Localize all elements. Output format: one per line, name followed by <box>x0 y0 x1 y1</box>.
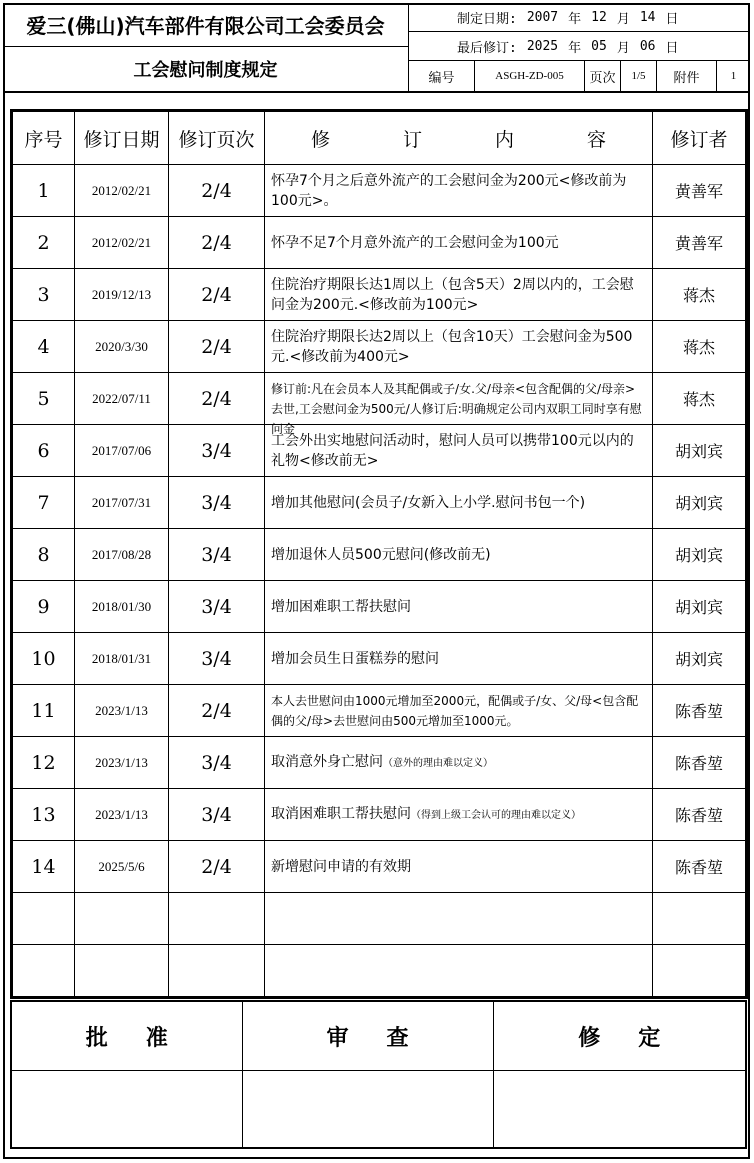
row-number: 4 <box>12 321 75 373</box>
content-text: 本人去世慰问由1000元增加至2000元，配偶或子/女、父/母<包含配偶的父/母>去世慰问由500元增加至1000元。 <box>271 693 639 728</box>
row-number: 10 <box>12 633 75 685</box>
col-header-no: 序号 <box>12 111 75 165</box>
revision-content <box>265 321 653 373</box>
revision-page: 2/4 <box>169 321 265 373</box>
table-header-row <box>12 111 747 165</box>
col-header-date: 修订日期 <box>75 111 169 165</box>
revision-date: 2025/5/6 <box>75 841 169 893</box>
table-row <box>12 581 747 633</box>
content-text: 增加困难职工帮扶慰问 <box>271 598 411 615</box>
revision-content-text <box>271 649 646 669</box>
empty-cell <box>265 893 653 945</box>
revision-content <box>265 269 653 321</box>
signoff-header-row <box>11 1001 746 1071</box>
table-row <box>12 789 747 841</box>
revision-date: 2020/3/30 <box>75 321 169 373</box>
revision-content <box>265 165 653 217</box>
revision-date: 2017/08/28 <box>75 529 169 581</box>
revision-content <box>265 373 653 436</box>
content-text: 增加其他慰问(会员子/女新入上小学.慰问书包一个) <box>271 494 586 511</box>
revise-heading: 修定 <box>493 1001 746 1071</box>
revision-content <box>265 789 653 841</box>
row-number: 2 <box>12 217 75 269</box>
col-header-content: 修 订 内 容 <box>265 111 653 165</box>
empty-cell <box>653 893 747 945</box>
table-row <box>12 165 747 217</box>
reviser-name: 陈香堃 <box>653 685 747 737</box>
content-text: 修订前:凡在会员本人及其配偶或子/女.父/母亲<包含配偶的父/母亲>去世,工会慰问金为500元/人修订后:明确规定公司内双职工同时享有慰问金 <box>271 381 642 436</box>
header-divider <box>3 91 750 93</box>
revision-content <box>265 685 653 737</box>
revision-content-text <box>271 857 646 877</box>
revision-content-text <box>271 275 646 315</box>
revise-signature-cell <box>493 1071 746 1149</box>
signoff-signature-row <box>11 1071 746 1149</box>
revision-content-text <box>271 171 646 211</box>
reviser-name: 黄善军 <box>653 217 747 269</box>
table-row <box>12 217 747 269</box>
page-number: 1/5 <box>621 61 657 91</box>
revision-page: 3/4 <box>169 789 265 841</box>
row-number: 13 <box>12 789 75 841</box>
row-number: 6 <box>12 425 75 477</box>
revision-content <box>265 217 653 269</box>
document-header <box>3 3 750 91</box>
revision-page: 3/4 <box>169 633 265 685</box>
revision-date: 2017/07/31 <box>75 477 169 529</box>
empty-cell <box>169 945 265 998</box>
reviser-name: 蒋杰 <box>653 269 747 321</box>
content-text: 取消困难职工帮扶慰问 <box>271 805 411 822</box>
revision-page: 2/4 <box>169 217 265 269</box>
revision-content <box>265 581 653 633</box>
page-label: 页次 <box>585 61 621 91</box>
revision-page: 2/4 <box>169 685 265 737</box>
revision-content <box>265 841 653 893</box>
empty-cell <box>169 893 265 945</box>
revision-date: 2018/01/31 <box>75 633 169 685</box>
revision-content-text <box>271 431 646 471</box>
approve-heading: 批准 <box>11 1001 242 1071</box>
row-number: 12 <box>12 737 75 789</box>
revision-date: 2023/1/13 <box>75 789 169 841</box>
revision-content <box>265 529 653 581</box>
revision-content <box>265 633 653 685</box>
content-text: 怀孕7个月之后意外流产的工会慰问金为200元<修改前为100元>。 <box>271 172 627 209</box>
revision-content-text <box>271 545 646 565</box>
revision-page: 3/4 <box>169 581 265 633</box>
table-row <box>12 477 747 529</box>
empty-cell <box>265 945 653 998</box>
empty-cell <box>12 893 75 945</box>
col-header-page: 修订页次 <box>169 111 265 165</box>
row-number: 5 <box>12 373 75 425</box>
revision-date: 2017/07/06 <box>75 425 169 477</box>
reviser-name: 胡刘宾 <box>653 581 747 633</box>
revision-content-text <box>271 233 646 253</box>
document-title: 工会慰问制度规定 <box>133 60 278 81</box>
row-number: 9 <box>12 581 75 633</box>
reviser-name: 陈香堃 <box>653 841 747 893</box>
row-number: 3 <box>12 269 75 321</box>
row-number: 11 <box>12 685 75 737</box>
reviser-name: 蒋杰 <box>653 321 747 373</box>
table-row <box>12 269 747 321</box>
reviser-name: 胡刘宾 <box>653 529 747 581</box>
row-number: 8 <box>12 529 75 581</box>
signoff-table <box>10 1000 747 1149</box>
table-row <box>12 633 747 685</box>
revision-page: 3/4 <box>169 529 265 581</box>
revision-content-text <box>271 327 646 367</box>
revision-content <box>265 737 653 789</box>
review-signature-cell <box>242 1071 493 1149</box>
review-heading: 审查 <box>242 1001 493 1071</box>
row-number: 7 <box>12 477 75 529</box>
table-row <box>12 841 747 893</box>
revision-page: 2/4 <box>169 373 265 425</box>
revision-date: 2019/12/13 <box>75 269 169 321</box>
revision-page: 2/4 <box>169 841 265 893</box>
revision-table <box>10 109 748 999</box>
reviser-name: 陈香堃 <box>653 789 747 841</box>
content-note: （得到上级工会认可的理由难以定义） <box>411 809 581 821</box>
empty-cell <box>75 893 169 945</box>
row-number: 14 <box>12 841 75 893</box>
revision-date: 2023/1/13 <box>75 737 169 789</box>
revision-page: 3/4 <box>169 737 265 789</box>
attachment-label: 附件 <box>657 61 717 91</box>
revision-date: 2012/02/21 <box>75 217 169 269</box>
empty-cell <box>12 945 75 998</box>
reviser-name: 胡刘宾 <box>653 477 747 529</box>
content-text: 新增慰问申请的有效期 <box>271 858 411 875</box>
table-row <box>12 321 747 373</box>
row-number: 1 <box>12 165 75 217</box>
content-text: 取消意外身亡慰问 <box>271 753 383 770</box>
reviser-name: 胡刘宾 <box>653 425 747 477</box>
revision-content-text <box>271 691 646 731</box>
last-revised-date: 最后修订: 2025 年 05 月 06 日 <box>409 32 750 61</box>
content-text: 住院治疗期限长达2周以上（包含10天）工会慰问金为500元.<修改前为400元> <box>271 328 633 365</box>
revision-content <box>265 425 653 477</box>
col-header-reviser: 修订者 <box>653 111 747 165</box>
attachment-number: 1 <box>730 70 737 82</box>
header-title-block <box>3 3 409 91</box>
revision-page: 3/4 <box>169 477 265 529</box>
table-row <box>12 737 747 789</box>
empty-cell <box>653 945 747 998</box>
code-label: 编号 <box>409 61 475 91</box>
empty-row <box>12 945 747 998</box>
content-text: 工会外出实地慰问活动时，慰问人员可以携带100元以内的礼物<修改前无> <box>271 432 634 469</box>
empty-row <box>12 893 747 945</box>
reviser-name: 陈香堃 <box>653 737 747 789</box>
table-row <box>12 425 747 477</box>
revision-date: 2018/01/30 <box>75 581 169 633</box>
revision-date: 2022/07/11 <box>75 373 169 425</box>
revision-date: 2023/1/13 <box>75 685 169 737</box>
revision-content-text <box>271 804 646 826</box>
established-date: 制定日期: 2007 年 12 月 14 日 <box>409 3 750 32</box>
revision-date: 2012/02/21 <box>75 165 169 217</box>
approve-signature-cell <box>11 1071 242 1149</box>
document-code: ASGH-ZD-005 <box>475 61 585 91</box>
content-text: 怀孕不足7个月意外流产的工会慰问金为100元 <box>271 234 559 251</box>
table-row <box>12 373 747 425</box>
revision-page: 3/4 <box>169 425 265 477</box>
content-text: 住院治疗期限长达1周以上（包含5天）2周以内的，工会慰问金为200元.<修改前为100元> <box>271 276 634 313</box>
table-row <box>12 529 747 581</box>
revision-page: 2/4 <box>169 165 265 217</box>
revision-content-text <box>271 752 646 774</box>
company-name: 爱三(佛山)汽车部件有限公司工会委员会 <box>3 3 408 47</box>
empty-cell <box>75 945 169 998</box>
content-text: 增加会员生日蛋糕券的慰问 <box>271 650 439 667</box>
revision-content <box>265 477 653 529</box>
reviser-name: 蒋杰 <box>653 373 747 425</box>
content-text: 增加退休人员500元慰问(修改前无) <box>271 546 491 563</box>
table-row <box>12 685 747 737</box>
revision-content-text <box>271 493 646 513</box>
reviser-name: 黄善军 <box>653 165 747 217</box>
revision-content-text <box>271 379 646 436</box>
reviser-name: 胡刘宾 <box>653 633 747 685</box>
revision-page: 2/4 <box>169 269 265 321</box>
document-code-row <box>409 61 750 91</box>
revision-content-text <box>271 597 646 617</box>
content-note: （意外的理由难以定义） <box>383 757 493 769</box>
